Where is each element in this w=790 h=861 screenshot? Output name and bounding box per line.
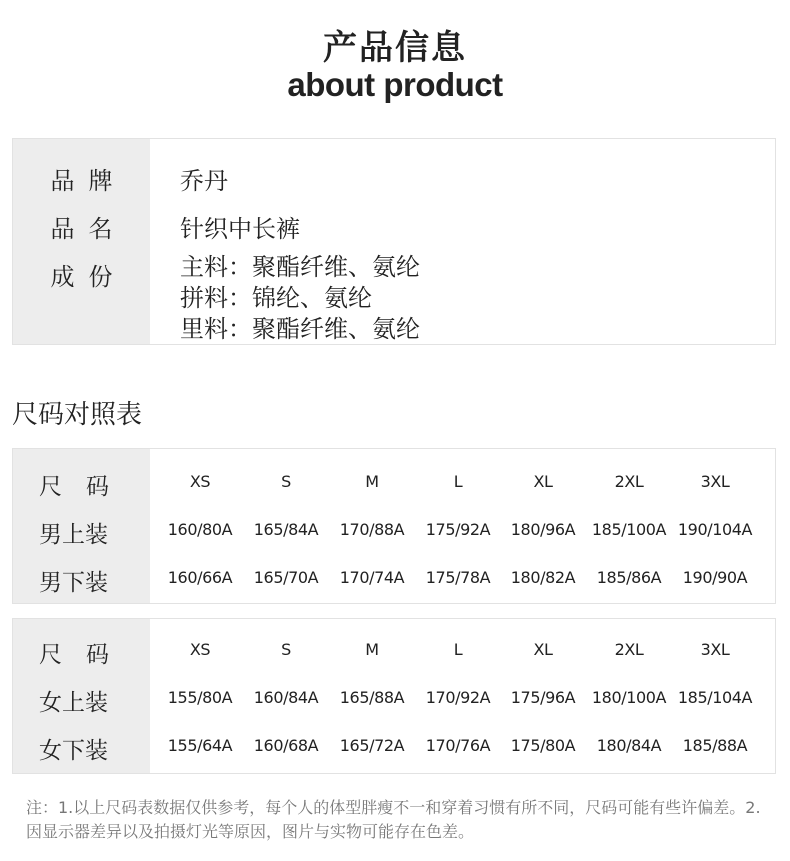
disclaimer-note: 注：1.以上尺码表数据仅供参考，每个人的体型胖瘦不一和穿着习惯有所不同，尺码可能有些许偏差。2.因显示器差异以及拍摄灯光等原因，图片与实物可能存在色差。 [26,798,761,841]
men-bottom-cell: 160/66A [167,568,233,587]
size-chart-heading: 尺码对照表 [12,400,143,430]
product-name-value: 针织中长裤 [180,215,300,243]
men-top-cell: 180/96A [510,520,576,539]
size-header-cell: S [281,640,291,659]
product-info-table [12,138,776,345]
men-bottom-cell: 180/82A [510,568,576,587]
women-size-table [12,618,776,774]
product-name-label: 品名 [50,215,127,243]
info-label-column [13,139,150,344]
men-bottom-cell: 170/74A [339,568,405,587]
women-bottom-cell: 180/84A [596,736,662,755]
men-top-cell: 160/80A [167,520,233,539]
size-header-cell: XL [533,640,553,659]
size-row-label: 尺码 [39,474,133,500]
size-header-cell: L [453,472,463,491]
women-top-cell: 180/100A [591,688,667,707]
brand-label: 品牌 [50,167,127,195]
men-label-column [13,449,150,603]
men-bottom-label: 男下装 [39,570,108,596]
men-top-cell: 175/92A [425,520,491,539]
size-header-cell: 2XL [614,472,644,491]
composition-main: 主料：聚酯纤维、氨纶 [180,253,420,281]
men-top-cell: 170/88A [339,520,405,539]
size-header-cell: 2XL [614,640,644,659]
size-header-cell: S [281,472,291,491]
women-bottom-label: 女下装 [39,738,108,764]
composition-lining: 里料：聚酯纤维、氨纶 [180,315,420,343]
women-label-column [13,619,150,773]
women-bottom-cell: 175/80A [510,736,576,755]
women-top-label: 女上装 [39,690,108,716]
size-header-cell: M [365,640,379,659]
women-bottom-cell: 165/72A [339,736,405,755]
size-header-cell: 3XL [700,472,730,491]
women-top-cell: 170/92A [425,688,491,707]
women-top-cell: 175/96A [510,688,576,707]
women-top-cell: 185/104A [677,688,753,707]
page-subtitle: about product [287,66,503,103]
page-title: 产品信息 [323,28,467,68]
composition-panel: 拼料：锦纶、氨纶 [180,284,372,312]
men-bottom-cell: 175/78A [425,568,491,587]
size-header-cell: 3XL [700,640,730,659]
men-bottom-cell: 190/90A [682,568,748,587]
size-header-cell: XS [189,472,211,491]
women-bottom-cell: 155/64A [167,736,233,755]
size-header-cell: M [365,472,379,491]
composition-label: 成份 [50,263,127,291]
men-top-label: 男上装 [39,522,108,548]
men-top-cell: 190/104A [677,520,753,539]
men-bottom-cell: 185/86A [596,568,662,587]
size-header-cell: XS [189,640,211,659]
size-row-label: 尺码 [39,642,133,668]
men-bottom-cell: 165/70A [253,568,319,587]
women-top-cell: 160/84A [253,688,319,707]
men-top-cell: 165/84A [253,520,319,539]
women-top-cell: 155/80A [167,688,233,707]
women-bottom-cell: 160/68A [253,736,319,755]
men-top-cell: 185/100A [591,520,667,539]
women-bottom-cell: 170/76A [425,736,491,755]
women-bottom-cell: 185/88A [682,736,748,755]
size-header-cell: L [453,640,463,659]
size-header-cell: XL [533,472,553,491]
brand-value: 乔丹 [180,167,228,195]
women-top-cell: 165/88A [339,688,405,707]
men-size-table [12,448,776,604]
